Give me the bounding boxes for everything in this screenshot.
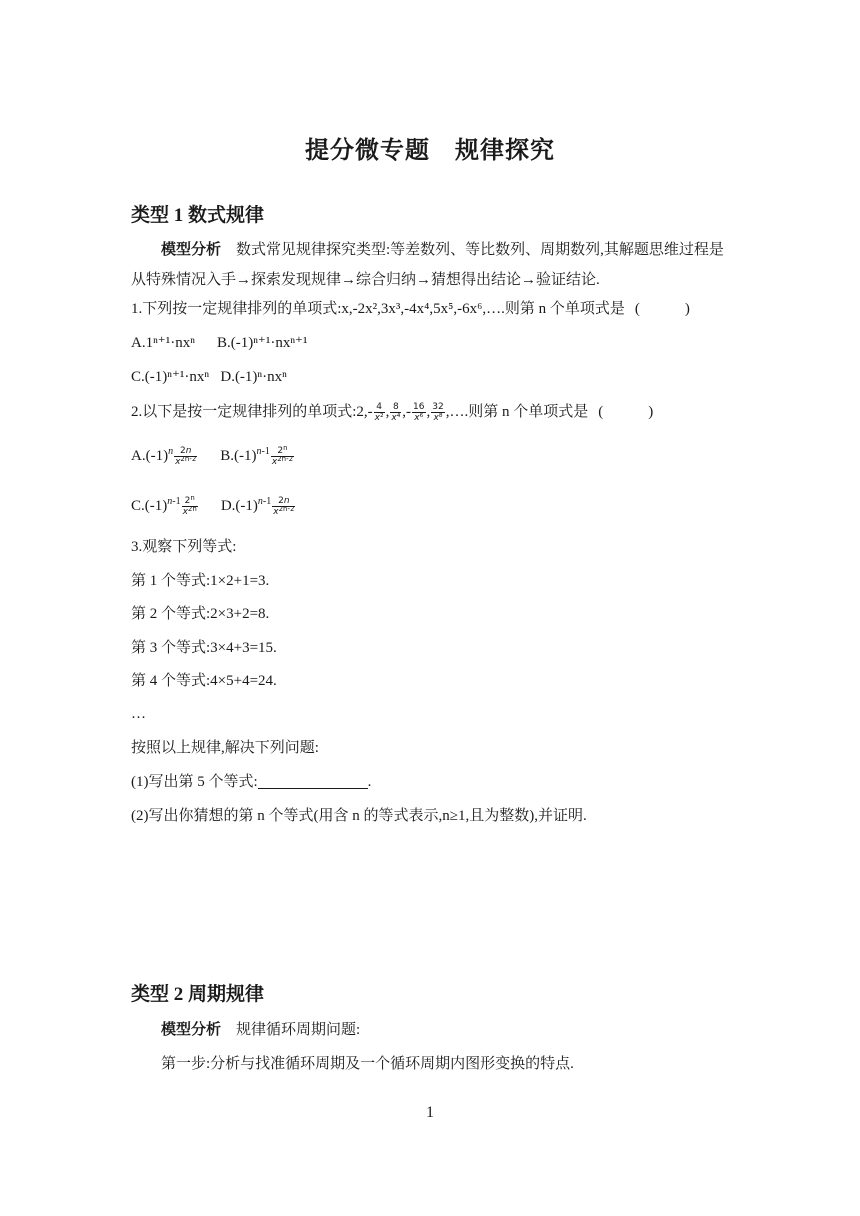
q1-option-a: A.1ⁿ⁺¹·nxⁿ bbox=[131, 335, 195, 351]
analysis-text: 数式常见规律探究类型:等差数列、等比数列、周期数列,其解题思维过程是 bbox=[236, 242, 724, 258]
q1-option-c: C.(-1)ⁿ⁺¹·nxⁿ bbox=[131, 369, 210, 385]
q1-answer-bracket: ( ) bbox=[634, 301, 690, 317]
q2-stem-prefix: 2.以下是按一定规律排列的单项式:2,- bbox=[131, 404, 373, 420]
q2-term-3: $\frac{8}{\text{x⁴}}$ bbox=[391, 402, 401, 424]
section-1-heading: 类型 1 数式规律 bbox=[131, 205, 265, 226]
q2-term-2: $\frac{4}{\text{x²}}$ bbox=[374, 402, 384, 424]
q3-instruction: 按照以上规律,解决下列问题: bbox=[131, 740, 319, 756]
q1-stem: 1.下列按一定规律排列的单项式:x,-2x²,3x³,-4x⁴,5x⁵,-6x⁶,….则第 n 个单项式是 bbox=[131, 301, 625, 317]
answer-blank bbox=[258, 774, 368, 789]
q2-term-4: $\frac{16}{\text{x⁶}}$ bbox=[413, 402, 425, 424]
section-2-step-1: 第一步:分析与找准循环周期及一个循环周期内图形变换的特点. bbox=[161, 1056, 574, 1072]
section-2-heading: 类型 2 周期规律 bbox=[131, 984, 265, 1005]
section-2-analysis-line bbox=[161, 1020, 360, 1040]
q2-term-5: $\frac{32}{\text{x⁸}}$ bbox=[432, 402, 444, 424]
q3-part-1: (1)写出第 5 个等式: bbox=[131, 774, 258, 790]
q1-option-b: B.(-1)ⁿ⁺¹·nxⁿ⁺¹ bbox=[216, 335, 308, 351]
q2-option-c: $C.(-1)^{n-1}$ $\frac{2^n}{x^{2n}}$ bbox=[131, 494, 197, 518]
q3-part-1-line: (1)写出第 5 个等式: . bbox=[131, 774, 372, 790]
q3-part-2: (2)写出你猜想的第 n 个等式(用含 n 的等式表示,n≥1,且为整数),并证明. bbox=[131, 808, 587, 824]
page-number: 1 bbox=[426, 1104, 434, 1121]
q3-equation-2: 第 2 个等式:2×3+2=8. bbox=[131, 606, 270, 622]
q2-stem-line: 2.以下是按一定规律排列的单项式:2,- $\frac{4}{\text{x²}}$ , $\frac{8}{\text{x⁴}}$ ,- $\frac{16}{\text{x⁶}}$ , $\frac{32}{\text{x⁸}}$ ,….则第 n 个单项式是 ( ) bbox=[131, 402, 654, 424]
q2-option-b: $B.(-1)^{n-1}$ $\frac{2^n}{x^{2n-2}}$ bbox=[220, 444, 294, 468]
section-1-analysis-line-1 bbox=[161, 240, 724, 260]
q1-option-d: D.(-1)ⁿ·nxⁿ bbox=[220, 369, 287, 385]
analysis-label: 模型分析 bbox=[161, 242, 222, 258]
q2-stem-suffix: ,….则第 n 个单项式是 bbox=[445, 404, 589, 420]
q2-options-row-2 bbox=[131, 496, 296, 517]
q3-ellipsis: … bbox=[131, 706, 146, 722]
q1-stem-line bbox=[131, 299, 690, 319]
section-1-analysis-line-2: 从特殊情况入手→探索发现规律→综合归纳→猜想得出结论→验证结论. bbox=[131, 272, 600, 288]
q3-equation-4: 第 4 个等式:4×5+4=24. bbox=[131, 673, 277, 689]
q2-answer-bracket: ( ) bbox=[598, 404, 654, 420]
analysis-text: 规律循环周期问题: bbox=[236, 1022, 361, 1038]
q1-options-row-2 bbox=[131, 367, 287, 387]
q1-options-row-1 bbox=[131, 333, 307, 353]
q3-equation-1: 第 1 个等式:1×2+1=3. bbox=[131, 573, 270, 589]
q3-equation-3: 第 3 个等式:3×4+3=15. bbox=[131, 640, 277, 656]
q2-option-d: $D.(-1)^{n-1}$ $\frac{2n}{x^{2n-2}}$ bbox=[220, 496, 295, 518]
analysis-label: 模型分析 bbox=[161, 1022, 222, 1038]
q3-stem: 3.观察下列等式: bbox=[131, 539, 237, 555]
q2-options-row-1 bbox=[131, 446, 295, 467]
q2-option-a: $A.(-1)^n$ $\frac{2n}{x^{2n-2}}$ bbox=[131, 446, 197, 468]
page-title: 提分微专题 规律探究 bbox=[305, 138, 555, 164]
